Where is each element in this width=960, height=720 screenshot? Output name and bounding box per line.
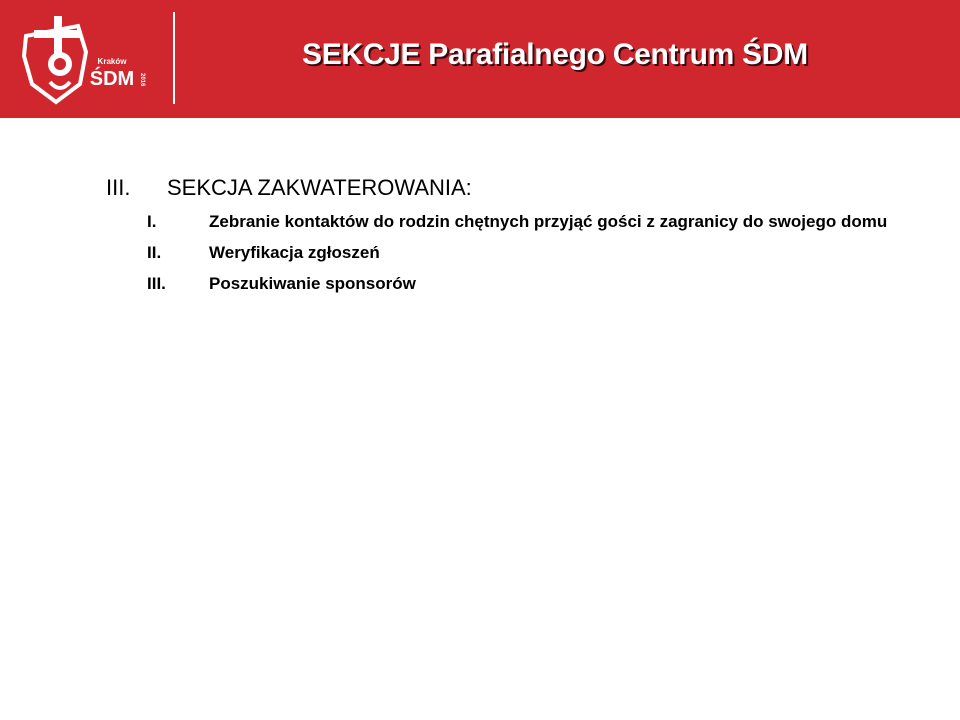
- sdm-logo-graphic: [20, 12, 160, 108]
- list-item-text: Poszukiwanie sponsorów: [209, 274, 416, 293]
- logo-name-label: ŚDM: [89, 68, 135, 90]
- sun-center: [54, 58, 66, 70]
- section-title: SEKCJA ZAKWATEROWANIA:: [167, 175, 472, 200]
- logo-year-label: 2016: [139, 73, 145, 87]
- figure-arc: [50, 82, 70, 88]
- section-item-list: [106, 210, 906, 296]
- list-item-numeral: III.: [147, 274, 166, 293]
- list-item: [106, 210, 906, 234]
- list-item: [106, 272, 906, 296]
- header-divider: [173, 12, 175, 104]
- cross-horizontal: [34, 30, 80, 38]
- sdm-krakow-logo: [20, 12, 160, 108]
- list-item-numeral: I.: [147, 212, 157, 231]
- page-title: SEKCJE Parafialnego Centrum ŚDM: [302, 38, 808, 71]
- section-numeral: III.: [106, 175, 131, 200]
- section-accommodation: [106, 174, 906, 303]
- list-item: [106, 241, 906, 265]
- section-heading: [106, 174, 906, 206]
- header-banner: [0, 0, 960, 118]
- list-item-text: Weryfikacja zgłoszeń: [209, 243, 380, 262]
- logo-city-label: Kraków: [97, 57, 127, 66]
- list-item-text: Zebranie kontaktów do rodzin chętnych przyjąć gości z zagranicy do swojego domu: [209, 212, 888, 231]
- list-item-numeral: II.: [147, 243, 162, 262]
